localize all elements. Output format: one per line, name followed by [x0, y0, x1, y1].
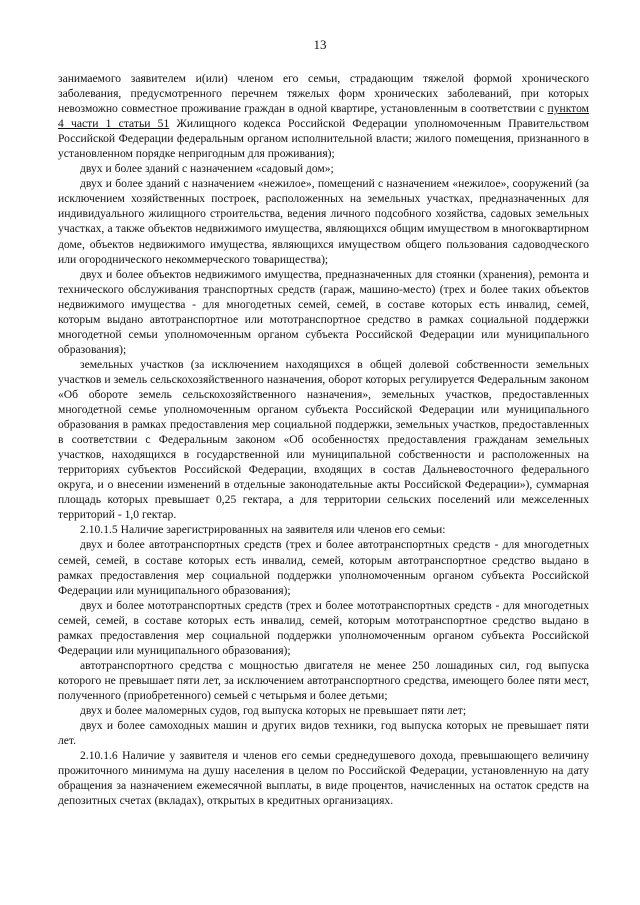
paragraph-non-residential-buildings: двух и более зданий с назначением «нежилое», помещений с назначением «нежилое», сооружений (за исключением хозяйственных построек, расположенных на земельных участках, предназначенных для индивидуального жилищного строительства, ведения личного подсобного хозяйства, садовых земельных участках, а также объектов недвижимого имущества, являющихся общим имуществом в многоквартирном доме, объектов недвижимого имущества, являющихся имуществом общего пользования садоводческого или огороднического некоммерческого товарищества); — [58, 177, 589, 266]
paragraph-self-propelled-machines: двух и более самоходных машин и других видов техники, год выпуска которых не превышает пяти лет. — [58, 719, 589, 748]
paragraph-garden-houses: двух и более зданий с назначением «садовый дом»; — [80, 162, 334, 176]
paragraph-section-2-10-1-5: 2.10.1.5 Наличие зарегистрированных на заявителя или членов его семьи: — [80, 523, 446, 537]
paragraph-garages: двух и более объектов недвижимого имущества, предназначенных для стоянки (хранения), ремонта и технического обслуживания транспортных средств (гараж, машино-место) (трех и более таких объектов недвижимого имущества - для многодетных семей, семей, в составе которых есть инвалид, семей, которым выдано автотранспортное или мототранспортное средство в рамках социальной поддержки многодетной семьи уполномоченным органом субъекта Российской Федерации или муниципального образования); — [58, 267, 589, 356]
page-number: 13 — [313, 37, 327, 52]
paragraph-cars: двух и более автотранспортных средств (трех и более автотранспортных средств - для многодетных семей, семей, в составе которых есть инвалид, семей, которым автотранспортное средство выдано в рамках предоставления мер социальной поддержки уполномоченным органом субъекта Российской Федерации или муниципального образования); — [58, 538, 589, 597]
law-article-link[interactable]: пунктом 4 части 1 статьи 51 — [58, 102, 589, 131]
paragraph-powerful-car: автотранспортного средства с мощностью двигателя не менее 250 лошадиных сил, год выпуска которого не превышает пяти лет, за исключением автотранспортного средства, имеющего более пяти мест, полученного (приобретенного) семьей с четырьмя и более детьми; — [58, 658, 589, 702]
paragraph-section-2-10-1-6: 2.10.1.6 Наличие у заявителя и членов его семьи среднедушевого дохода, превышающего величину прожиточного минимума на душу населения в целом по Российской Федерации, установленную на дату обращения за назначением ежемесячной выплаты, в виде процентов, начисленных на остаток средств на депозитных счетах (вкладах), открытых в кредитных организациях. — [58, 749, 589, 808]
paragraph-small-boats: двух и более маломерных судов, год выпуска которых не превышает пяти лет; — [80, 703, 467, 717]
document-body — [58, 71, 589, 808]
paragraph-housing-continuation — [58, 71, 589, 161]
paragraph-text: занимаемого заявителем и(или) членом его семьи, страдающим тяжелой формой хронического заболевания, предусмотренного перечнем тяжелых форм хронических заболеваний, при которых невозможно совместное проживание граждан в одной квартире, установленным в соответствии с — [58, 72, 589, 116]
paragraph-text: Жилищного кодекса Российской Федерации уполномоченным Правительством Российской Федерации федеральным органом исполнительной власти; жилого помещения, признанного в установленном порядке непригодным для проживания); — [58, 117, 589, 161]
paragraph-land-plots: земельных участков (за исключением находящихся в общей долевой собственности земельных участков и земель сельскохозяйственного назначения, оборот которых регулируется Федеральным законом «Об обороте земель сельскохозяйственного назначения», земельных участков, предоставленных многодетной семье уполномоченным органом субъекта Российской Федерации или муниципального образования в рамках предоставления мер социальной поддержки, земельных участков, предоставленных в соответствии с Федеральным законом «Об особенностях предоставления гражданам земельных участков, находящихся в государственной или муниципальной собственности и расположенных на территориях субъектов Российской Федерации, входящих в состав Дальневосточного федерального округа, и о внесении изменений в отдельные законодательные акты Российской Федерации»), суммарная площадь которых превышает 0,25 гектара, а для территории сельских поселений или межселенных территорий - 1,0 гектар. — [58, 357, 589, 522]
paragraph-motorcycles: двух и более мототранспортных средств (трех и более мототранспортных средств - для многодетных семей, семей, в составе которых есть инвалид, семей, которым мототранспортное средство выдано в рамках предоставления мер социальной поддержки уполномоченным органом субъекта Российской Федерации или муниципального образования); — [58, 598, 589, 657]
